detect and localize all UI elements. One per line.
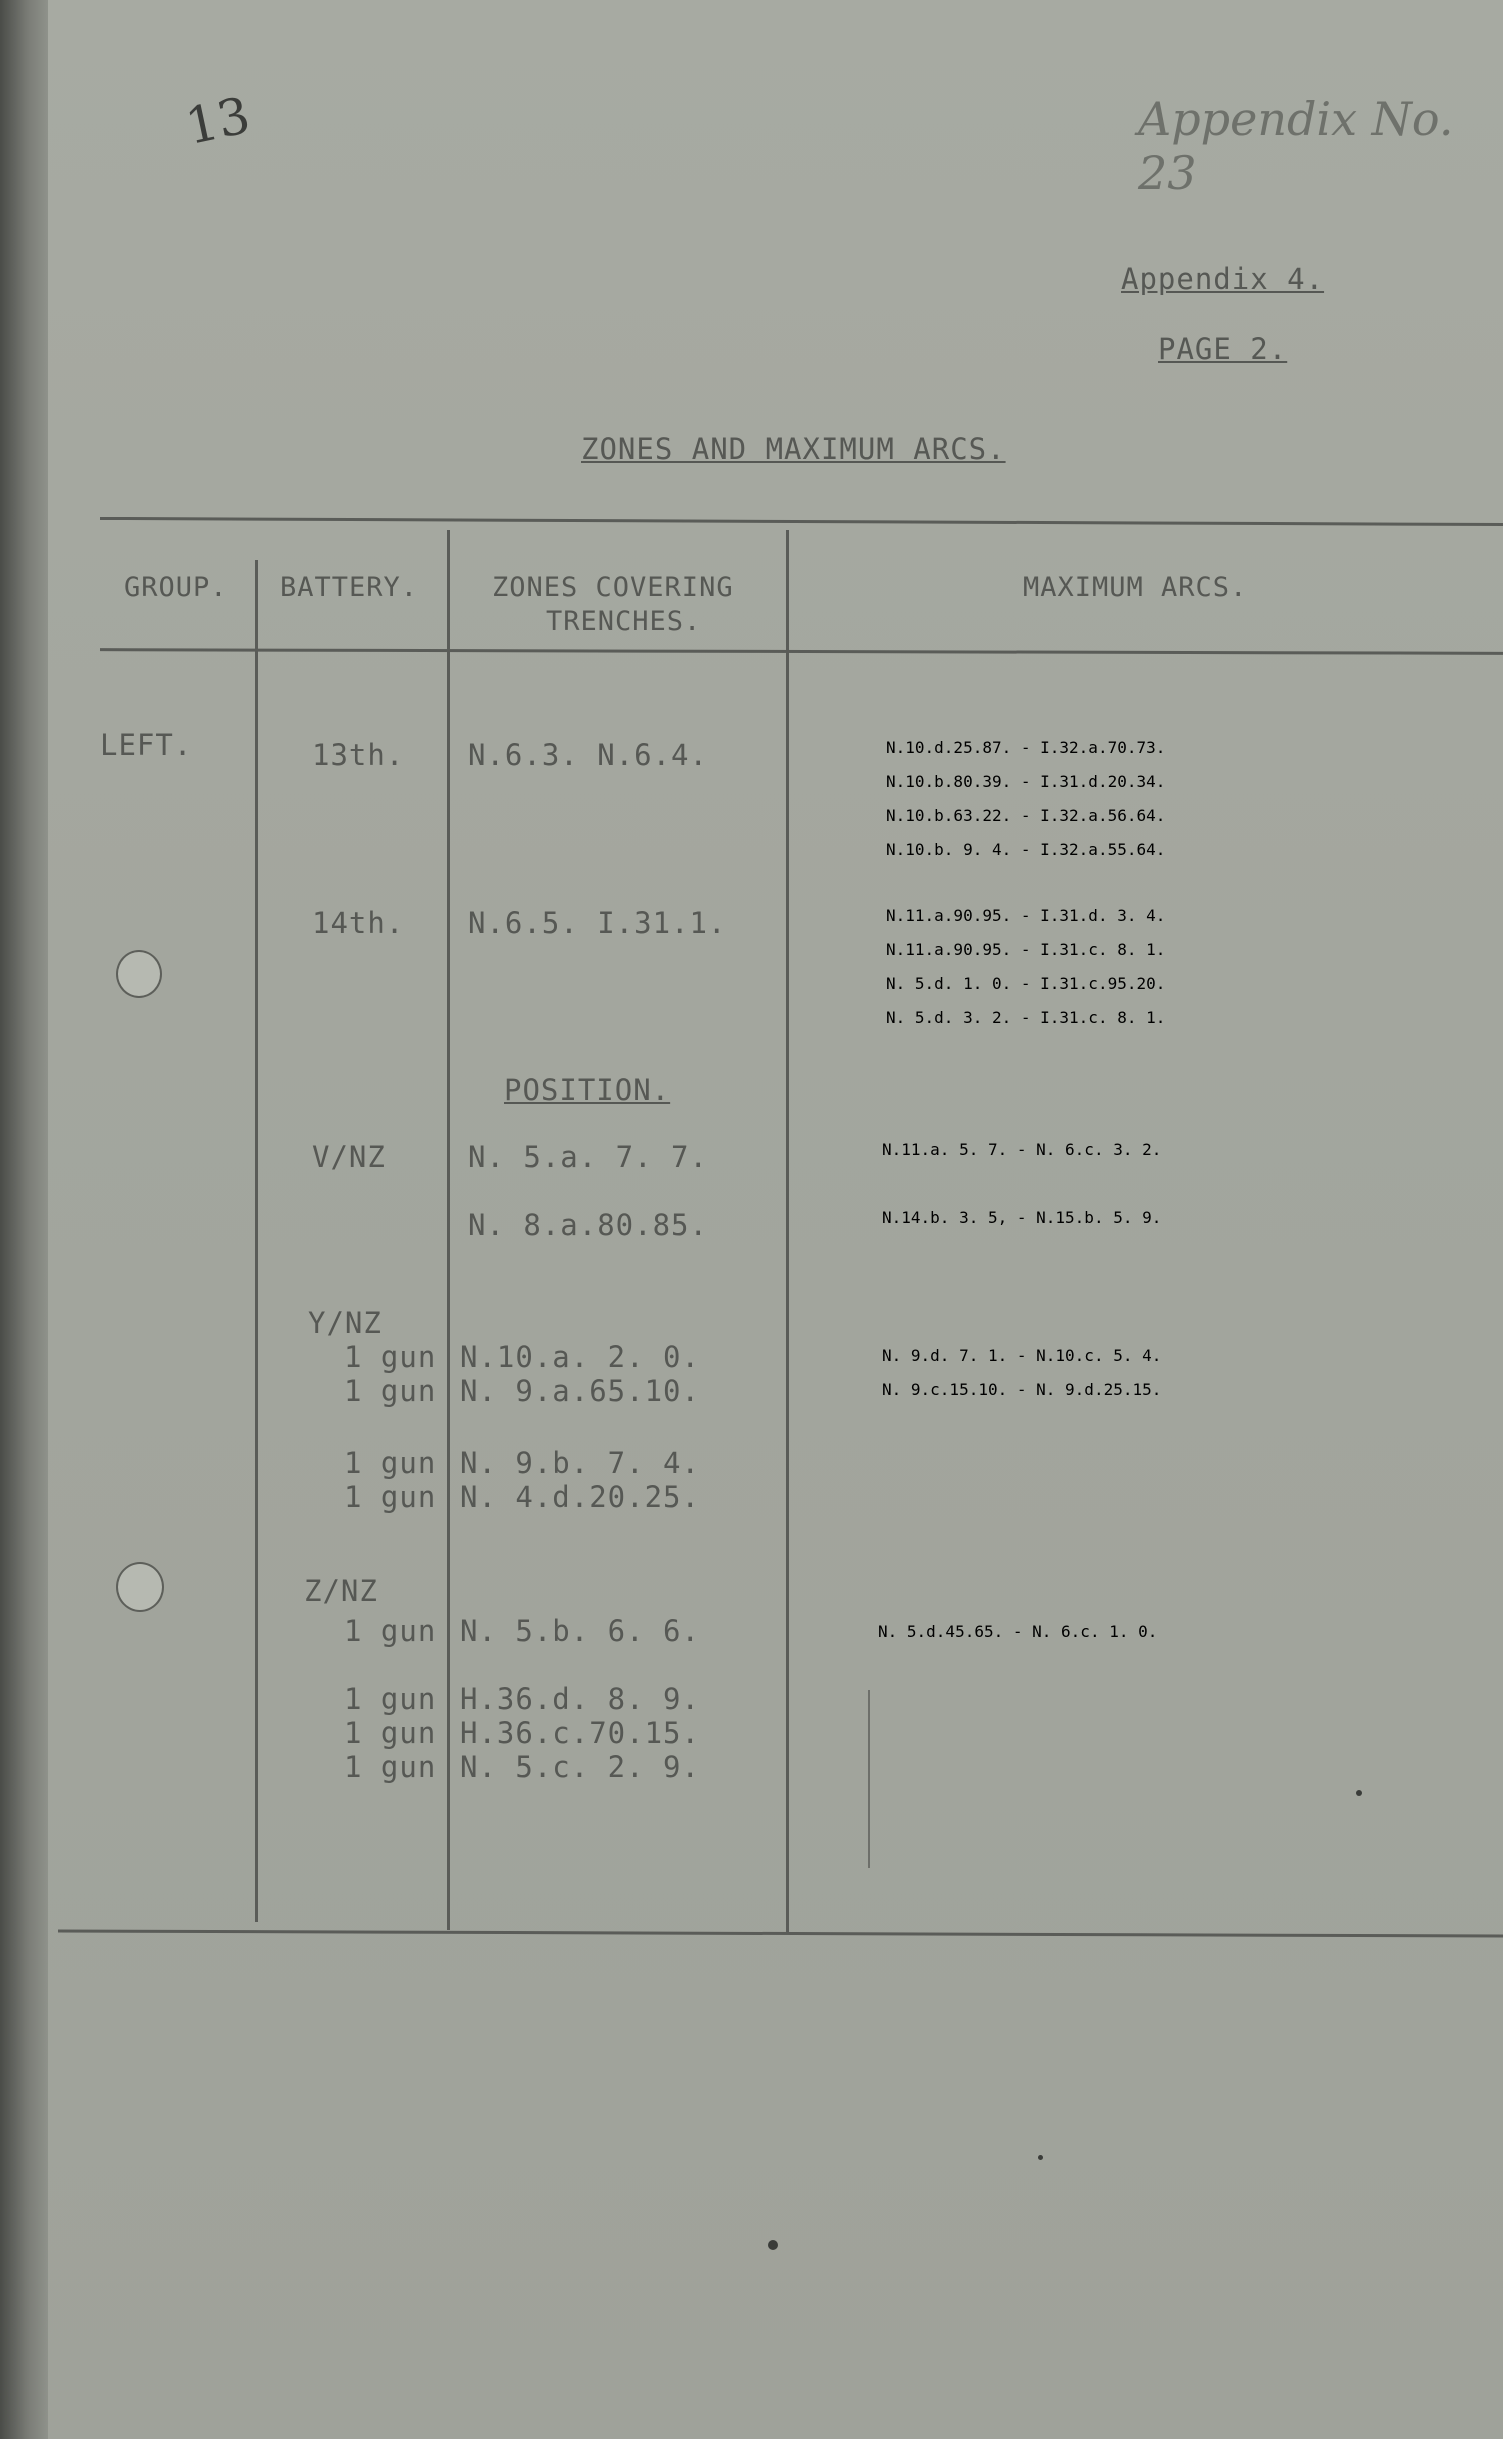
group-name: LEFT. xyxy=(100,728,193,762)
table-header-rule xyxy=(100,648,1503,655)
arc-row: N.14.b. 3. 5, - N.15.b. 5. 9. xyxy=(882,1208,1162,1227)
arc-row: N.10.b.63.22. - I.32.a.56.64. xyxy=(886,806,1166,825)
punch-hole-lower xyxy=(116,1562,164,1612)
arc-row: N. 5.d.45.65. - N. 6.c. 1. 0. xyxy=(878,1622,1158,1641)
battery-vnz-name: V/NZ xyxy=(312,1140,386,1174)
punch-hole-upper xyxy=(116,950,162,998)
arc-from: N.10.b.63.22. xyxy=(886,806,1012,825)
gun-position: N. 9.b. 7. 4. xyxy=(460,1446,700,1480)
arc-from: N. 9.c.15.10. xyxy=(882,1380,1008,1399)
arc-from: N. 9.d. 7. 1. xyxy=(882,1346,1008,1365)
arc-from: N.11.a.90.95. xyxy=(886,940,1012,959)
arc-from: N.11.a. 5. 7. xyxy=(882,1140,1008,1159)
battery-14-name: 14th. xyxy=(312,906,405,940)
arc-row: N. 5.d. 3. 2. - I.31.c. 8. 1. xyxy=(886,1008,1166,1027)
arc-from: N. 5.d. 3. 2. xyxy=(886,1008,1012,1027)
arc-to: N. 6.c. 1. 0. xyxy=(1032,1622,1158,1641)
arc-from: N.10.d.25.87. xyxy=(886,738,1012,757)
arc-to: N.10.c. 5. 4. xyxy=(1036,1346,1162,1365)
gun-label: 1 gun xyxy=(344,1716,437,1750)
arc-row: N.10.d.25.87. - I.32.a.70.73. xyxy=(886,738,1166,757)
document-page xyxy=(48,0,1503,2439)
table-bottom-rule xyxy=(58,1929,1503,1937)
column-header-battery: BATTERY. xyxy=(280,572,419,603)
battery-13-name: 13th. xyxy=(312,738,405,772)
arc-from: N.14.b. 3. 5, xyxy=(882,1208,1008,1227)
gun-position: N. 5.c. 2. 9. xyxy=(460,1750,700,1784)
gun-position: H.36.c.70.15. xyxy=(460,1716,700,1750)
gun-label: 1 gun xyxy=(344,1480,437,1514)
battery-14-zones: N.6.5. I.31.1. xyxy=(468,906,727,940)
column-divider-group xyxy=(255,560,258,1922)
arc-row: N. 5.d. 1. 0. - I.31.c.95.20. xyxy=(886,974,1166,993)
arc-row: N.11.a. 5. 7. - N. 6.c. 3. 2. xyxy=(882,1140,1162,1159)
arc-row: N.10.b.80.39. - I.31.d.20.34. xyxy=(886,772,1166,791)
arc-bracket-mark xyxy=(868,1690,870,1868)
column-divider-battery xyxy=(447,530,450,1930)
gun-position: N. 4.d.20.25. xyxy=(460,1480,700,1514)
arc-from: N. 5.d. 1. 0. xyxy=(886,974,1012,993)
arc-row: N. 9.c.15.10. - N. 9.d.25.15. xyxy=(882,1380,1162,1399)
arc-to: N.15.b. 5. 9. xyxy=(1036,1208,1162,1227)
battery-vnz-position: N. 5.a. 7. 7. xyxy=(468,1140,708,1174)
arc-to: N. 9.d.25.15. xyxy=(1036,1380,1162,1399)
arc-row: N.10.b. 9. 4. - I.32.a.55.64. xyxy=(886,840,1166,859)
battery-13-zones: N.6.3. N.6.4. xyxy=(468,738,708,772)
battery-znz-name: Z/NZ xyxy=(304,1574,378,1608)
appendix-label: Appendix 4. xyxy=(1121,262,1325,296)
arc-to: I.31.d. 3. 4. xyxy=(1040,906,1166,925)
appendix-stamp: Appendix No. 23 xyxy=(1138,92,1454,200)
ink-speck xyxy=(1356,1790,1362,1796)
arc-to: I.31.d.20.34. xyxy=(1040,772,1166,791)
ink-speck xyxy=(768,2240,778,2250)
gun-label: 1 gun xyxy=(344,1446,437,1480)
gun-label: 1 gun xyxy=(344,1614,437,1648)
gun-position: H.36.d. 8. 9. xyxy=(460,1682,700,1716)
arc-from: N.11.a.90.95. xyxy=(886,906,1012,925)
arc-to: I.31.c. 8. 1. xyxy=(1040,940,1166,959)
document-title: ZONES AND MAXIMUM ARCS. xyxy=(581,432,1006,466)
arc-row: N.11.a.90.95. - I.31.c. 8. 1. xyxy=(886,940,1166,959)
gun-position: N.10.a. 2. 0. xyxy=(460,1340,700,1374)
folio-number: 13 xyxy=(180,86,255,156)
page-number: PAGE 2. xyxy=(1158,332,1288,366)
gun-label: 1 gun xyxy=(344,1340,437,1374)
arc-to: I.31.c. 8. 1. xyxy=(1040,1008,1166,1027)
column-header-group: GROUP. xyxy=(124,572,228,603)
table-top-rule xyxy=(100,517,1503,526)
column-header-zones-line2: TRENCHES. xyxy=(546,606,702,637)
battery-vnz-position: N. 8.a.80.85. xyxy=(468,1208,708,1242)
ink-speck xyxy=(1038,2155,1043,2160)
column-header-zones-line1: ZONES COVERING xyxy=(492,572,734,603)
arc-to: I.32.a.56.64. xyxy=(1040,806,1166,825)
column-header-arcs: MAXIMUM ARCS. xyxy=(1023,572,1248,603)
gun-label: 1 gun xyxy=(344,1682,437,1716)
gun-position: N. 5.b. 6. 6. xyxy=(460,1614,700,1648)
arc-row: N.11.a.90.95. - I.31.d. 3. 4. xyxy=(886,906,1166,925)
page-shadow-edge xyxy=(0,0,48,2439)
gun-label: 1 gun xyxy=(344,1374,437,1408)
battery-ynz-name: Y/NZ xyxy=(308,1306,382,1340)
arc-to: I.32.a.70.73. xyxy=(1040,738,1166,757)
arc-to: I.32.a.55.64. xyxy=(1040,840,1166,859)
gun-position: N. 9.a.65.10. xyxy=(460,1374,700,1408)
column-divider-zones xyxy=(786,530,789,1932)
arc-row: N. 9.d. 7. 1. - N.10.c. 5. 4. xyxy=(882,1346,1162,1365)
arc-to: N. 6.c. 3. 2. xyxy=(1036,1140,1162,1159)
gun-label: 1 gun xyxy=(344,1750,437,1784)
arc-from: N.10.b.80.39. xyxy=(886,772,1012,791)
arc-from: N.10.b. 9. 4. xyxy=(886,840,1012,859)
arc-from: N. 5.d.45.65. xyxy=(878,1622,1004,1641)
arc-to: I.31.c.95.20. xyxy=(1040,974,1166,993)
position-heading: POSITION. xyxy=(504,1073,671,1107)
